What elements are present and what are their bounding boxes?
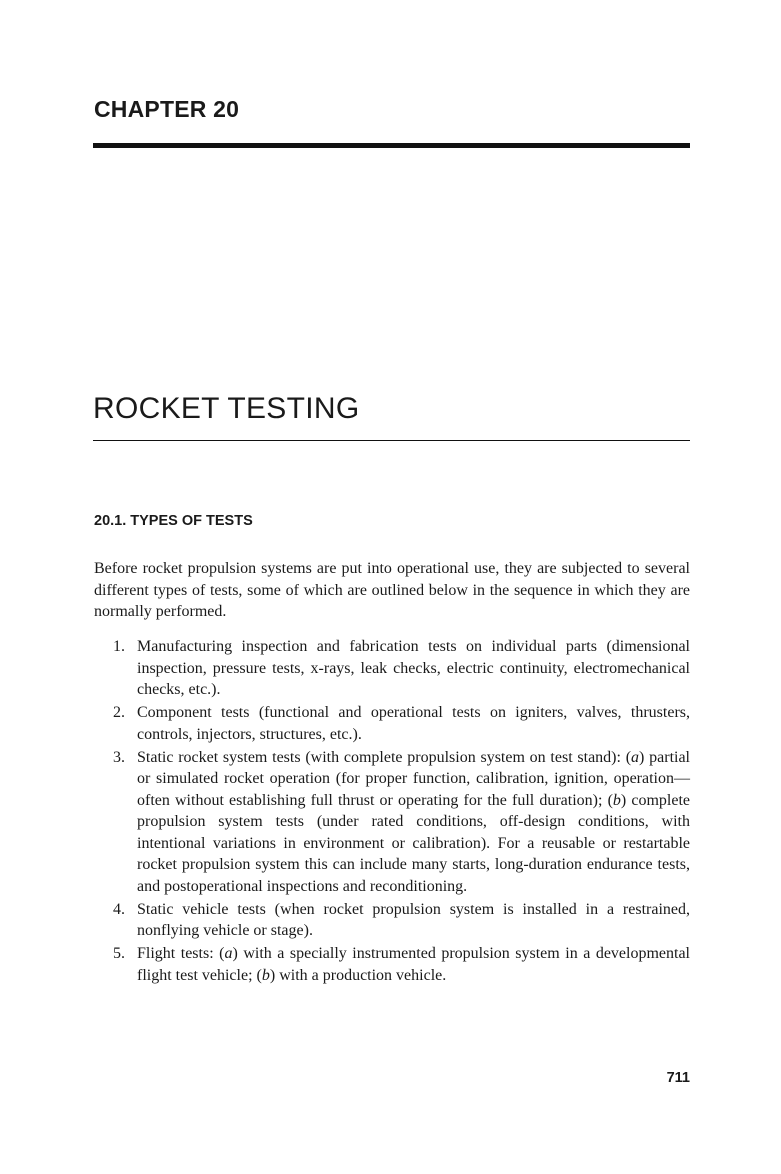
list-item-text: Component tests (functional and operational tests on igniters, valves, thrusters, controls, injectors, structures, etc.). xyxy=(137,704,690,743)
list-item-number: 1. xyxy=(113,638,125,655)
list-item-number: 2. xyxy=(113,704,125,721)
list-item xyxy=(94,943,690,986)
section-heading: 20.1. TYPES OF TESTS xyxy=(94,513,253,529)
list-item-number: 5. xyxy=(113,945,125,962)
list-item-text: Flight tests: (a) with a specially instrumented propulsion system in a developmental flight test vehicle; (b) with a production vehicle. xyxy=(137,945,691,984)
chapter-rule-thin xyxy=(93,440,690,441)
intro-paragraph: Before rocket propulsion systems are put into operational use, they are subjected to several different types of tests, some of which are outlined below in the sequence in which they are normally performed. xyxy=(94,560,690,620)
list-item-number: 4. xyxy=(113,900,125,918)
list-item-number: 3. xyxy=(113,748,125,766)
test-types-list xyxy=(94,636,690,988)
list-item xyxy=(94,702,690,745)
list-item-text: Static rocket system tests (with complete propulsion system on test stand): (a) partial or simulated rocket operation (for proper function, calibration, ignition, operation—often without establishing full thrust or operating for the full duration); (b) complete propulsion system tests (under rated conditions, off-design conditions, with intentional variations in environment or calibration). For a reusable or restartable rocket propulsion system this can include many starts, long-duration endurance tests, and postoperational inspections and reconditioning. xyxy=(137,748,691,895)
page-number: 711 xyxy=(666,1070,690,1086)
chapter-rule-thick xyxy=(93,143,690,148)
list-item xyxy=(94,636,690,701)
list-item-text: Manufacturing inspection and fabrication tests on individual parts (dimensional inspection, pressure tests, x-rays, leak checks, electric continuity, electromechanical checks, etc.). xyxy=(137,638,690,698)
chapter-title: ROCKET TESTING xyxy=(93,392,360,425)
list-item xyxy=(94,899,690,942)
chapter-label: CHAPTER 20 xyxy=(94,96,240,122)
list-item xyxy=(94,747,690,898)
list-item-text: Static vehicle tests (when rocket propulsion system is installed in a restrained, nonflying vehicle or stage). xyxy=(137,900,690,939)
